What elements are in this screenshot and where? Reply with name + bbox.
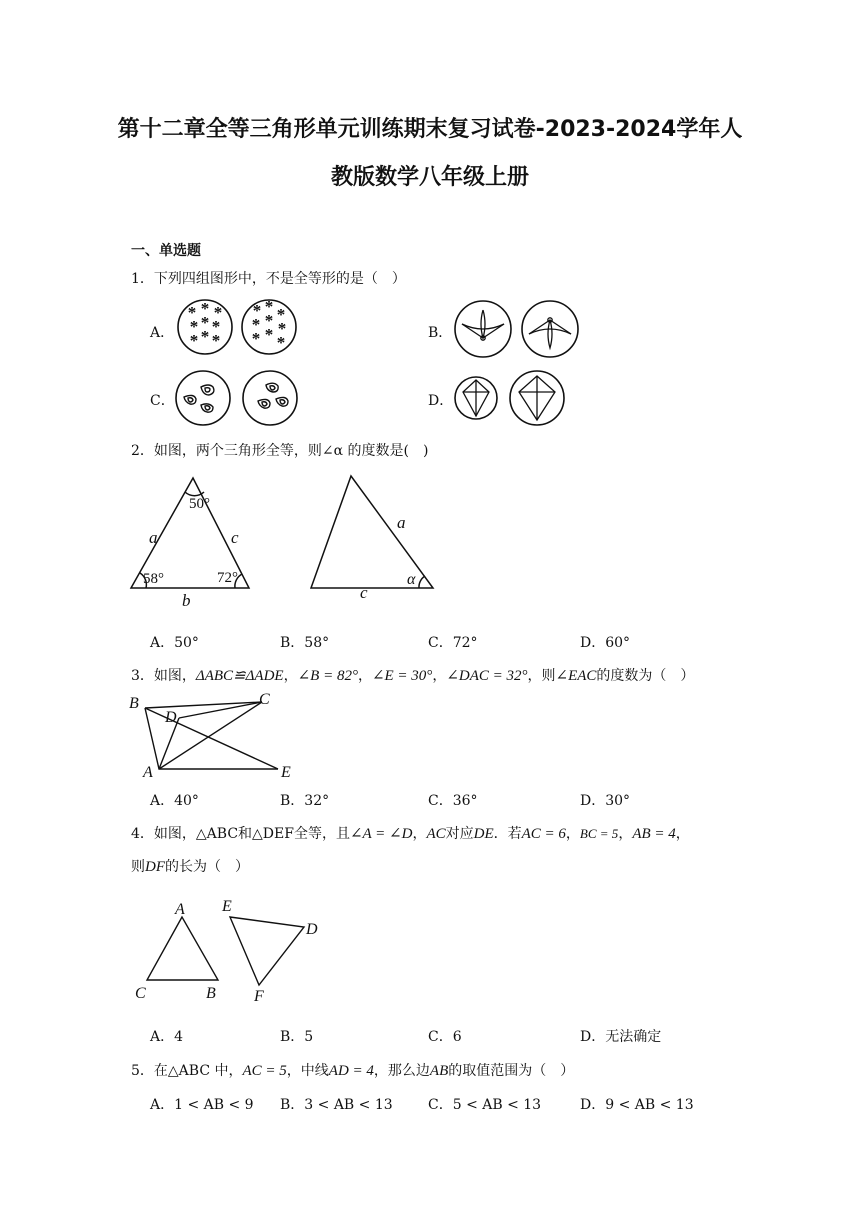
q5-option-a: A．1 < AB < 9: [150, 1097, 254, 1113]
q3-angle-e: ∠E = 30°: [371, 668, 433, 684]
question-1-stem: 1．下列四组图形中，不是全等形的是（ ）: [131, 271, 406, 287]
q3-angle-b: ∠B = 82°: [297, 668, 358, 684]
svg-text:*: *: [277, 319, 287, 338]
q2-angle-alpha: α: [407, 571, 416, 588]
q5-option-d: D．9 < AB < 13: [580, 1097, 694, 1113]
q4-label-a: A: [175, 901, 185, 918]
q2-option-d: D．60°: [580, 635, 631, 651]
q4-option-c: C．6: [428, 1029, 462, 1045]
q4-option-b: B．5: [280, 1029, 314, 1045]
q2-right-side-c: c: [360, 583, 368, 602]
q5-option-b: B．3 < AB < 13: [280, 1097, 393, 1113]
svg-text:*: *: [211, 317, 221, 336]
q5-ac-value: AC = 5: [242, 1063, 287, 1079]
q2-side-a: a: [149, 528, 158, 547]
q4-option-d: D．无法确定: [580, 1029, 662, 1045]
q2-side-c: c: [231, 528, 239, 547]
svg-text:*: *: [264, 325, 274, 344]
svg-text:*: *: [187, 303, 197, 322]
svg-text:*: *: [252, 301, 262, 320]
q4-angle-equality: ∠A = ∠D: [349, 826, 413, 842]
svg-text:*: *: [251, 315, 261, 334]
q3-label-b: B: [129, 695, 139, 712]
q4-df: DF: [145, 859, 165, 875]
q4-figure: [130, 895, 330, 1010]
q1-option-b-figure: [454, 300, 584, 360]
svg-text:*: *: [251, 329, 261, 348]
q1-option-c-figure: [174, 369, 304, 429]
q2-angle-right: 72°: [217, 570, 238, 586]
q1-option-c-label: C．: [150, 393, 175, 409]
svg-text:*: *: [211, 331, 221, 350]
section-heading: 一、单选题: [131, 243, 201, 259]
question-2-stem: 2．如图，两个三角形全等，则∠α 的度数是( ): [131, 443, 429, 459]
q1-option-b-label: B．: [428, 325, 453, 341]
q3-option-c: C．36°: [428, 793, 478, 809]
q1-option-d-figure: [454, 372, 584, 432]
q2-option-a: A．50°: [150, 635, 199, 651]
q4-bc-value: BC = 5: [579, 826, 619, 841]
q4-triangle-def: [230, 917, 304, 985]
svg-text:*: *: [189, 317, 199, 336]
q2-option-c: C．72°: [428, 635, 478, 651]
q3-option-d: D．30°: [580, 793, 631, 809]
q4-triangle-abc: [147, 917, 218, 980]
q2-right-side-a: a: [397, 513, 406, 532]
q1-option-a-figure: [176, 298, 306, 358]
q4-option-a: A．4: [150, 1029, 184, 1045]
q3-target-angle: ∠EAC: [555, 668, 597, 684]
q5-option-c: C．5 < AB < 13: [428, 1097, 542, 1113]
q3-label-c: C: [259, 691, 270, 708]
question-4-stem-line2: 则DF的长为（ ）: [131, 859, 249, 875]
q2-angle-apex: 50°: [189, 496, 210, 512]
svg-text:*: *: [276, 333, 286, 352]
q4-label-b: B: [206, 985, 216, 1002]
page-title-line1: 第十二章全等三角形单元训练期末复习试卷-2023-2024学年人: [117, 117, 743, 142]
q3-congruence: ΔABC≌ΔADE: [195, 668, 284, 684]
q3-option-a: A．40°: [150, 793, 199, 809]
q1-option-a-label: A．: [150, 325, 175, 341]
q3-angle-dac: ∠DAC = 32°: [446, 668, 528, 684]
q5-ad-value: AD = 4: [328, 1063, 374, 1079]
q2-angle-left: 58°: [143, 571, 164, 587]
q3-label-d: D: [165, 709, 177, 726]
question-4-stem-line1: 4．如图，△ABC和△DEF全等，且∠A = ∠D，AC对应DE．若AC = 6，BC = 5，AB = 4，: [131, 826, 690, 842]
q4-ab-value: AB = 4: [632, 826, 676, 842]
svg-text:*: *: [189, 331, 199, 350]
page-title-line2: 教版数学八年级上册: [330, 165, 529, 190]
svg-text:*: *: [200, 299, 210, 318]
svg-text:*: *: [276, 305, 286, 324]
q3-option-b: B．32°: [280, 793, 330, 809]
svg-text:*: *: [213, 303, 223, 322]
q4-label-c: C: [135, 985, 146, 1002]
svg-text:*: *: [264, 311, 274, 330]
q4-label-e: E: [222, 898, 232, 915]
question-3-stem: 3．如图，ΔABC≌ΔADE，∠B = 82°，∠E = 30°，∠DAC = 32°，则∠EAC的度数为（ ）: [131, 668, 695, 684]
q2-side-b: b: [182, 591, 191, 610]
q3-label-a: A: [143, 764, 153, 781]
q2-option-b: B．58°: [280, 635, 330, 651]
svg-text:*: *: [200, 327, 210, 346]
q1-option-d-label: D．: [428, 393, 454, 409]
q4-label-d: D: [306, 921, 318, 938]
q4-ac-value: AC = 6: [521, 826, 566, 842]
question-5-stem: 5．在△ABC 中，AC = 5，中线AD = 4，那么边AB的取值范围为（ ）: [131, 1063, 575, 1079]
q3-label-e: E: [281, 764, 291, 781]
q4-label-f: F: [254, 988, 264, 1005]
svg-text:*: *: [264, 297, 274, 316]
q3-figure: [125, 688, 305, 783]
q2-figure: [125, 470, 445, 610]
svg-text:*: *: [200, 313, 210, 332]
